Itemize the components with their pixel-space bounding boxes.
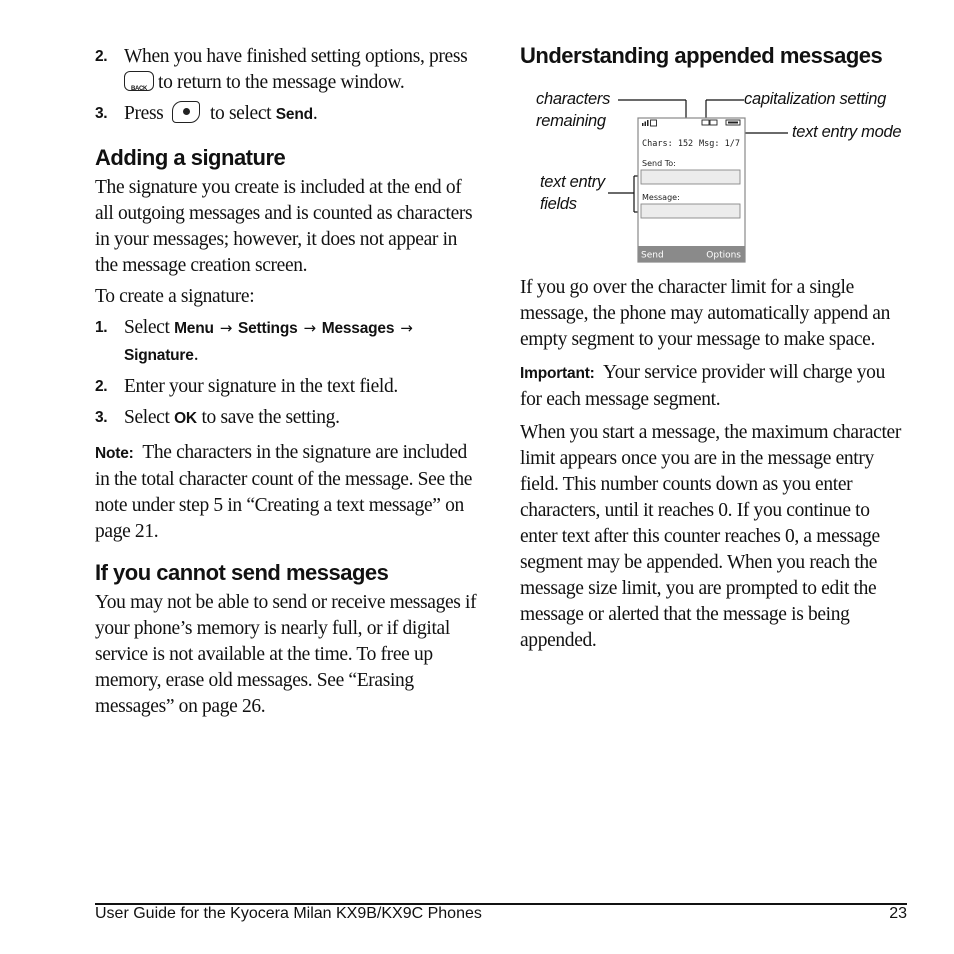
left-column bbox=[95, 38, 480, 720]
callout-capitalization: capitalization setting bbox=[744, 90, 886, 108]
section-heading-appended: Understanding appended messages bbox=[520, 43, 883, 68]
callout-characters-remaining: characters remaining bbox=[536, 90, 611, 130]
step-text: Press bbox=[124, 103, 164, 124]
step-3: 3. Press to select Send. bbox=[95, 101, 480, 128]
page-number: 23 bbox=[889, 905, 907, 922]
signature-label: Signature bbox=[124, 347, 194, 364]
send-to-field bbox=[641, 170, 740, 184]
send-to-label: Send To: bbox=[642, 159, 676, 168]
to-create-text: To create a signature: bbox=[95, 286, 255, 307]
step-text: to select bbox=[209, 103, 272, 124]
section-heading-cannot-send: If you cannot send messages bbox=[95, 560, 389, 585]
section-heading-signature: Adding a signature bbox=[95, 145, 286, 170]
step-number: 3. bbox=[95, 105, 108, 122]
menu-label: Menu bbox=[174, 320, 214, 337]
important-label: Important: bbox=[520, 365, 595, 382]
sig-step-2: 2. Enter your signature in the text field. bbox=[95, 376, 398, 397]
ok-key-icon bbox=[172, 101, 200, 123]
back-key-icon: BACK bbox=[124, 71, 154, 91]
phone-screen bbox=[530, 88, 910, 268]
sig-step-1: 1. Select Menu → Settings → Messages → Signature. bbox=[95, 315, 480, 369]
messages-label: Messages bbox=[321, 320, 395, 337]
step-text: to return to the message window. bbox=[158, 72, 405, 93]
note-paragraph: Note: The characters in the signature are included in the total character count of the message. See the note under step 5 in “Creating a text message” on page 21. bbox=[95, 442, 473, 542]
ok-label: OK bbox=[174, 410, 197, 427]
callout-text-entry-mode: text entry mode bbox=[792, 123, 902, 141]
callout-text-entry-fields: text entry fields bbox=[540, 173, 605, 213]
phone-screen-figure bbox=[530, 88, 910, 268]
cannot-send-paragraph: You may not be able to send or receive messages if your phone’s memory is nearly full, or if digital service is not available at the time. To free up memory, erase old messages. See “Erasing messages” on page 26. bbox=[95, 592, 477, 717]
arrow-icon: → bbox=[303, 319, 316, 337]
arrow-icon: → bbox=[400, 319, 413, 337]
step-2 bbox=[95, 44, 480, 96]
appended-paragraph-2: When you start a message, the maximum character limit appears once you are in the message entry field. This number counts down as you enter characters, until it reaches 0. If you continue to enter text after this counter reaches 0, a message segment may be appended. When you reach the message size limit, you are prompted to edit the message or alerted that the message is being appended. bbox=[520, 422, 901, 651]
note-label: Note: bbox=[95, 445, 134, 462]
message-segment-counter: Msg: 1/7 bbox=[699, 139, 740, 149]
signature-paragraph: The signature you create is included at the end of all outgoing messages and is counted as characters in your messages; however, it does not appear in the message creation screen. bbox=[95, 177, 473, 276]
step-text: When you have finished setting options, press bbox=[124, 46, 468, 67]
arrow-icon: → bbox=[219, 319, 232, 337]
softkey-options: Options bbox=[706, 250, 741, 261]
sig-step-3: 3. Select OK to save the setting. bbox=[95, 407, 340, 428]
important-paragraph: Important: Your service provider will charge you for each message segment. bbox=[520, 362, 885, 410]
settings-label: Settings bbox=[237, 320, 298, 337]
appended-paragraph-1: If you go over the character limit for a single message, the phone may automatically append an empty segment to your message to make space. bbox=[520, 277, 890, 350]
message-label: Message: bbox=[642, 193, 680, 202]
send-label: Send bbox=[275, 106, 313, 123]
softkey-send: Send bbox=[641, 250, 664, 261]
chars-counter: Chars: 152 bbox=[642, 139, 694, 149]
message-field bbox=[641, 204, 740, 218]
footer-title: User Guide for the Kyocera Milan KX9B/KX9C Phones bbox=[95, 905, 482, 922]
step-number: 2. bbox=[95, 48, 108, 65]
